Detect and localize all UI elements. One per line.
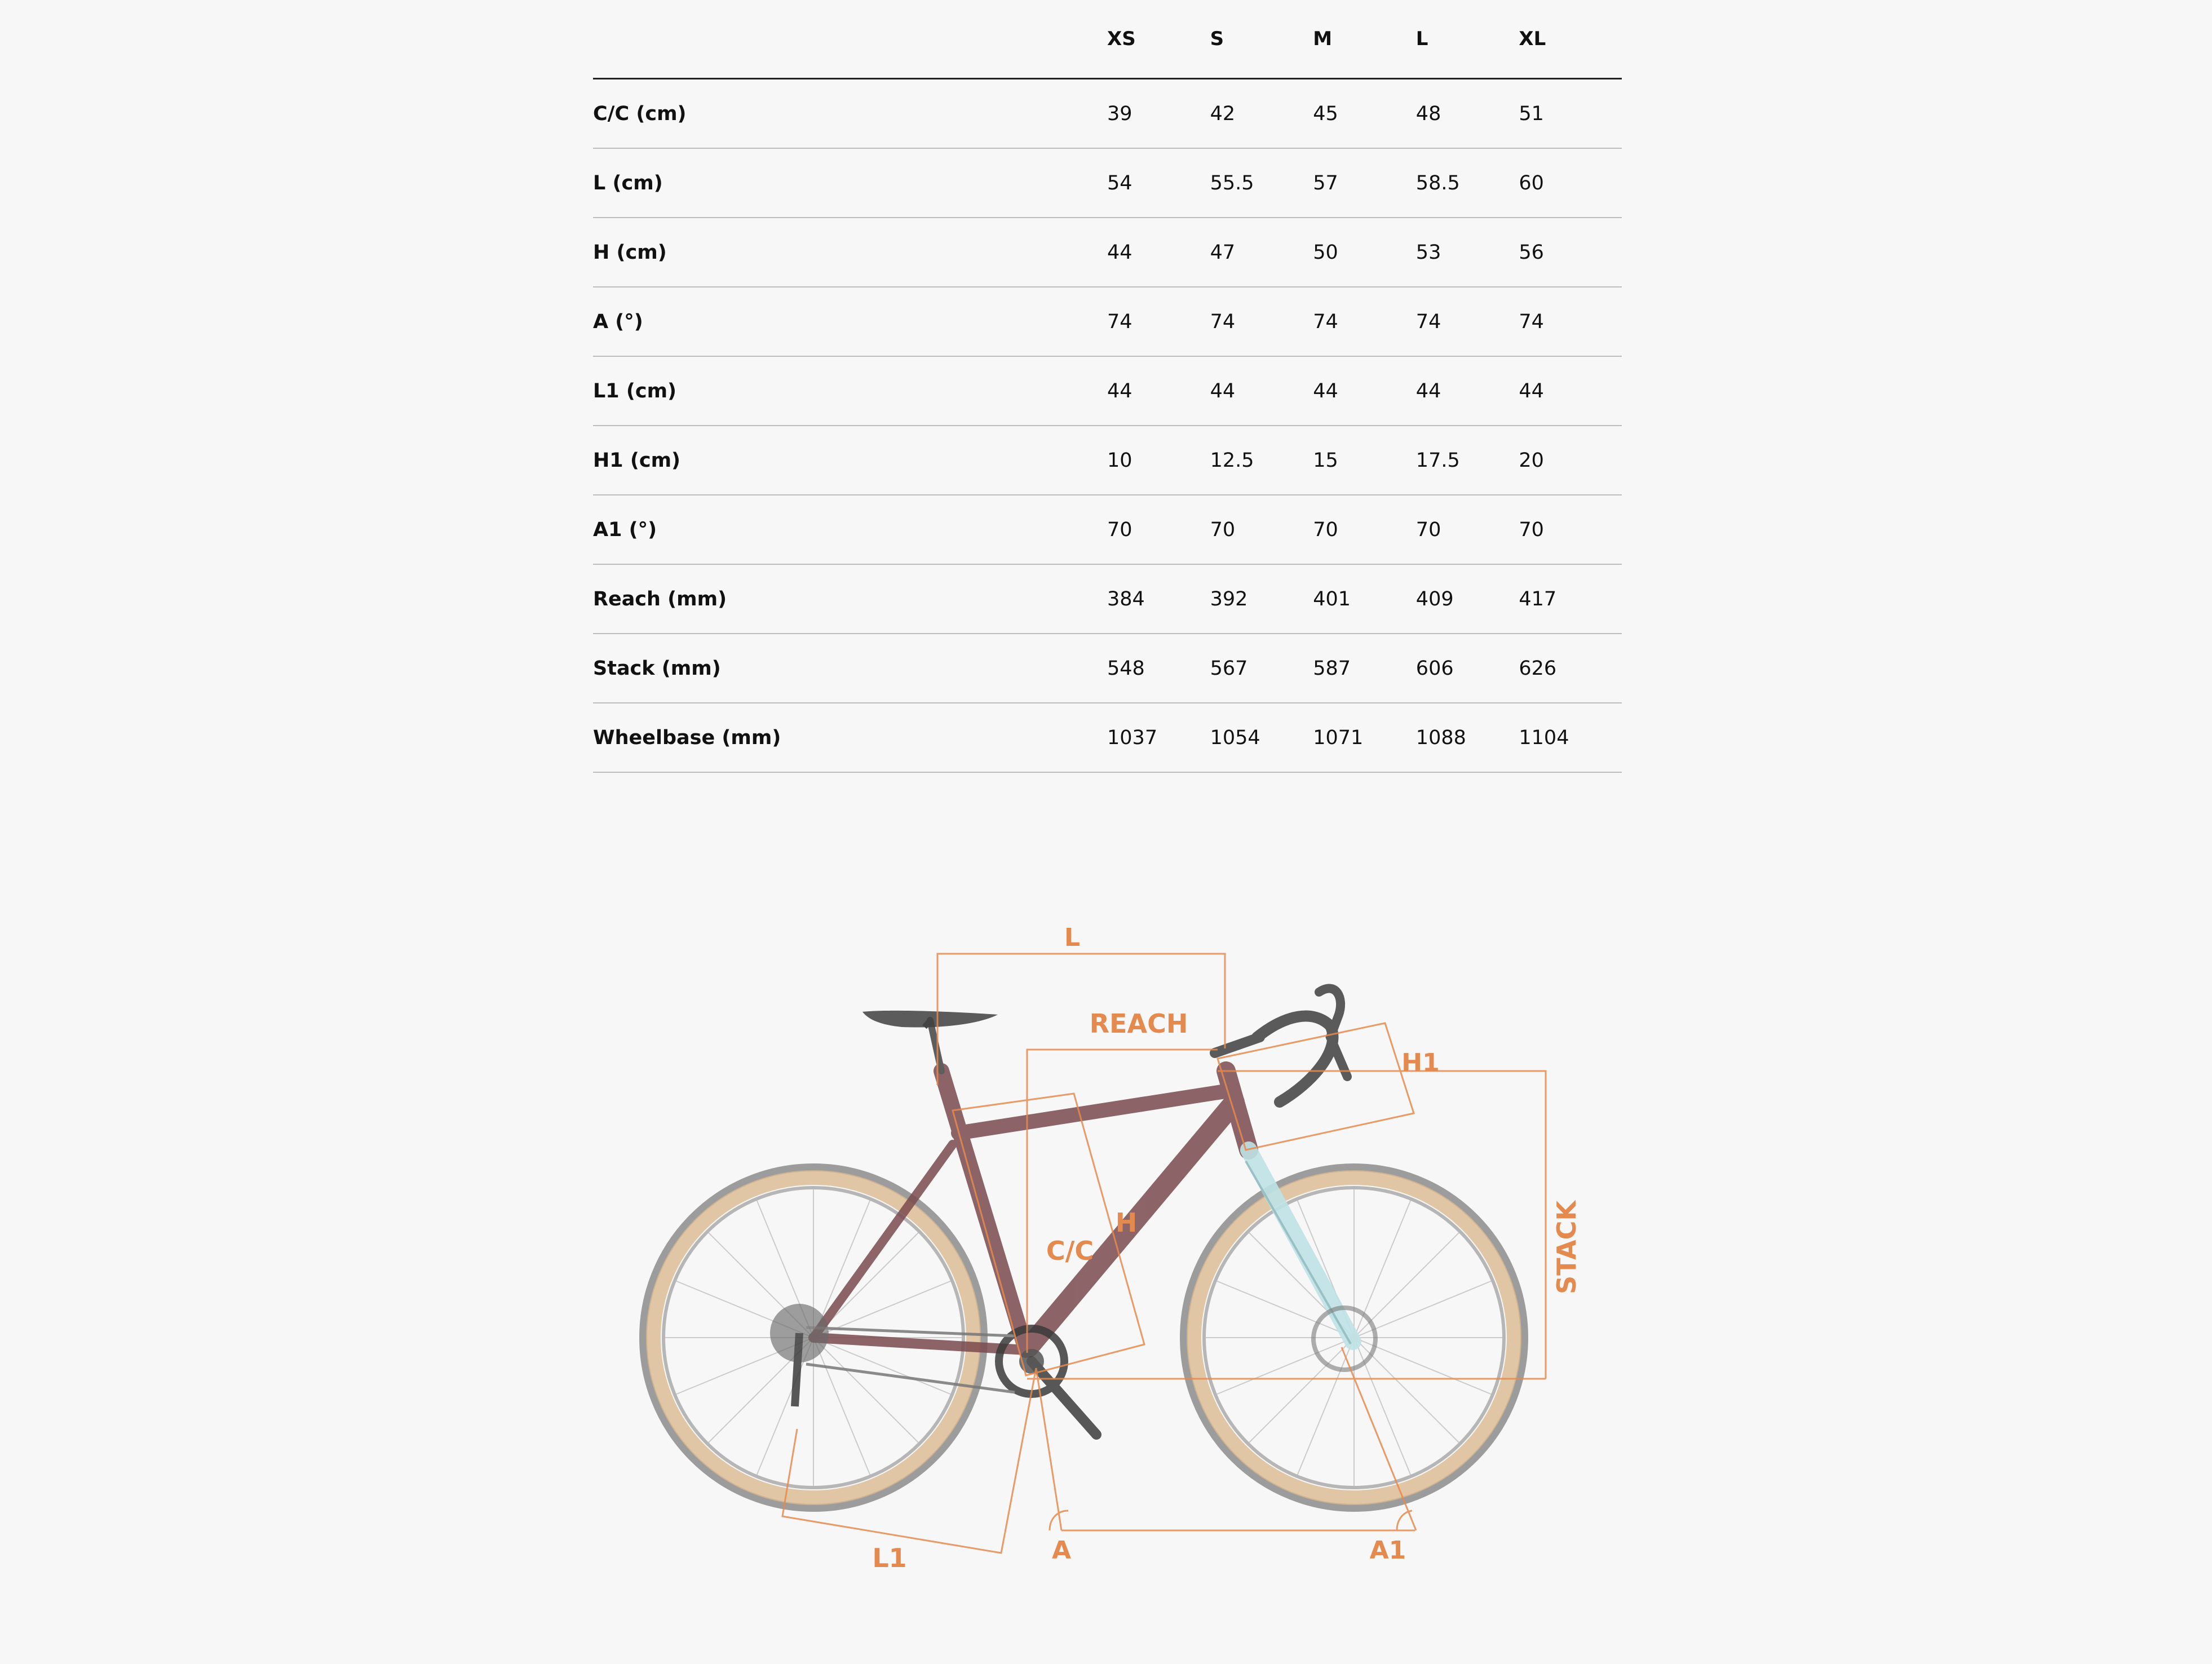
table-cell: 1054 bbox=[1210, 703, 1313, 772]
dim-label-h1: H1 bbox=[1401, 1048, 1440, 1077]
dim-label-h: H bbox=[1115, 1207, 1138, 1238]
table-cell: 44 bbox=[1313, 356, 1416, 426]
table-cell: 47 bbox=[1210, 218, 1313, 287]
table-row bbox=[593, 287, 1622, 356]
table-row bbox=[593, 218, 1622, 287]
table-cell: 57 bbox=[1313, 148, 1416, 218]
table-cell: 409 bbox=[1416, 564, 1519, 634]
table-row bbox=[593, 148, 1622, 218]
header-size-xl: XL bbox=[1519, 0, 1622, 79]
table-cell: 39 bbox=[1107, 79, 1210, 149]
row-label: H1 (cm) bbox=[593, 426, 1107, 495]
table-cell: 44 bbox=[1107, 218, 1210, 287]
row-label: Wheelbase (mm) bbox=[593, 703, 1107, 772]
table-cell: 417 bbox=[1519, 564, 1622, 634]
header-size-xs: XS bbox=[1107, 0, 1210, 79]
table-row bbox=[593, 356, 1622, 426]
table-row bbox=[593, 564, 1622, 634]
dim-label-a: A bbox=[1051, 1536, 1072, 1565]
table-cell: 53 bbox=[1416, 218, 1519, 287]
table-cell: 44 bbox=[1519, 356, 1622, 426]
dim-label-l1: L1 bbox=[872, 1543, 907, 1573]
header-empty bbox=[593, 0, 1107, 79]
table-cell: 70 bbox=[1416, 495, 1519, 564]
table-header-row bbox=[593, 0, 1622, 79]
header-size-m: M bbox=[1313, 0, 1416, 79]
table-cell: 55.5 bbox=[1210, 148, 1313, 218]
table-cell: 587 bbox=[1313, 634, 1416, 703]
table-cell: 1088 bbox=[1416, 703, 1519, 772]
table-cell: 60 bbox=[1519, 148, 1622, 218]
dim-label-stack: STACK bbox=[1551, 1201, 1582, 1294]
table-cell: 567 bbox=[1210, 634, 1313, 703]
table-cell: 74 bbox=[1416, 287, 1519, 356]
table-cell: 56 bbox=[1519, 218, 1622, 287]
table-cell: 20 bbox=[1519, 426, 1622, 495]
row-label: C/C (cm) bbox=[593, 79, 1107, 149]
table-cell: 74 bbox=[1210, 287, 1313, 356]
row-label: A (°) bbox=[593, 287, 1107, 356]
table-cell: 48 bbox=[1416, 79, 1519, 149]
bike-diagram-svg bbox=[620, 902, 1612, 1601]
table-row bbox=[593, 634, 1622, 703]
table-cell: 70 bbox=[1210, 495, 1313, 564]
row-label: Stack (mm) bbox=[593, 634, 1107, 703]
table-cell: 74 bbox=[1519, 287, 1622, 356]
dim-label-reach: REACH bbox=[1089, 1008, 1188, 1039]
table-row bbox=[593, 79, 1622, 149]
geometry-table-container bbox=[593, 0, 1622, 773]
table-cell: 17.5 bbox=[1416, 426, 1519, 495]
table-cell: 12.5 bbox=[1210, 426, 1313, 495]
table-cell: 44 bbox=[1416, 356, 1519, 426]
table-cell: 70 bbox=[1313, 495, 1416, 564]
table-cell: 401 bbox=[1313, 564, 1416, 634]
saddle bbox=[862, 1011, 998, 1028]
table-cell: 10 bbox=[1107, 426, 1210, 495]
table-cell: 74 bbox=[1107, 287, 1210, 356]
table-cell: 1071 bbox=[1313, 703, 1416, 772]
table-cell: 51 bbox=[1519, 79, 1622, 149]
table-cell: 392 bbox=[1210, 564, 1313, 634]
table-row bbox=[593, 426, 1622, 495]
row-label: L (cm) bbox=[593, 148, 1107, 218]
table-cell: 548 bbox=[1107, 634, 1210, 703]
geometry-table bbox=[593, 0, 1622, 773]
table-cell: 384 bbox=[1107, 564, 1210, 634]
row-label: A1 (°) bbox=[593, 495, 1107, 564]
table-row bbox=[593, 703, 1622, 772]
bike-geometry-diagram bbox=[620, 902, 1612, 1601]
dim-label-l: L bbox=[1064, 923, 1081, 952]
table-cell: 1037 bbox=[1107, 703, 1210, 772]
table-row bbox=[593, 495, 1622, 564]
row-label: Reach (mm) bbox=[593, 564, 1107, 634]
table-cell: 44 bbox=[1210, 356, 1313, 426]
table-cell: 70 bbox=[1519, 495, 1622, 564]
header-size-s: S bbox=[1210, 0, 1313, 79]
table-cell: 606 bbox=[1416, 634, 1519, 703]
table-cell: 626 bbox=[1519, 634, 1622, 703]
table-cell: 44 bbox=[1107, 356, 1210, 426]
table-cell: 70 bbox=[1107, 495, 1210, 564]
drivetrain bbox=[770, 1304, 1375, 1435]
table-cell: 50 bbox=[1313, 218, 1416, 287]
table-cell: 54 bbox=[1107, 148, 1210, 218]
table-cell: 1104 bbox=[1519, 703, 1622, 772]
row-label: H (cm) bbox=[593, 218, 1107, 287]
dim-label-a1: A1 bbox=[1369, 1536, 1406, 1565]
table-cell: 15 bbox=[1313, 426, 1416, 495]
header-size-l: L bbox=[1416, 0, 1519, 79]
row-label: L1 (cm) bbox=[593, 356, 1107, 426]
table-cell: 42 bbox=[1210, 79, 1313, 149]
table-cell: 74 bbox=[1313, 287, 1416, 356]
table-cell: 45 bbox=[1313, 79, 1416, 149]
table-cell: 58.5 bbox=[1416, 148, 1519, 218]
dim-label-cc: C/C bbox=[1046, 1236, 1094, 1266]
